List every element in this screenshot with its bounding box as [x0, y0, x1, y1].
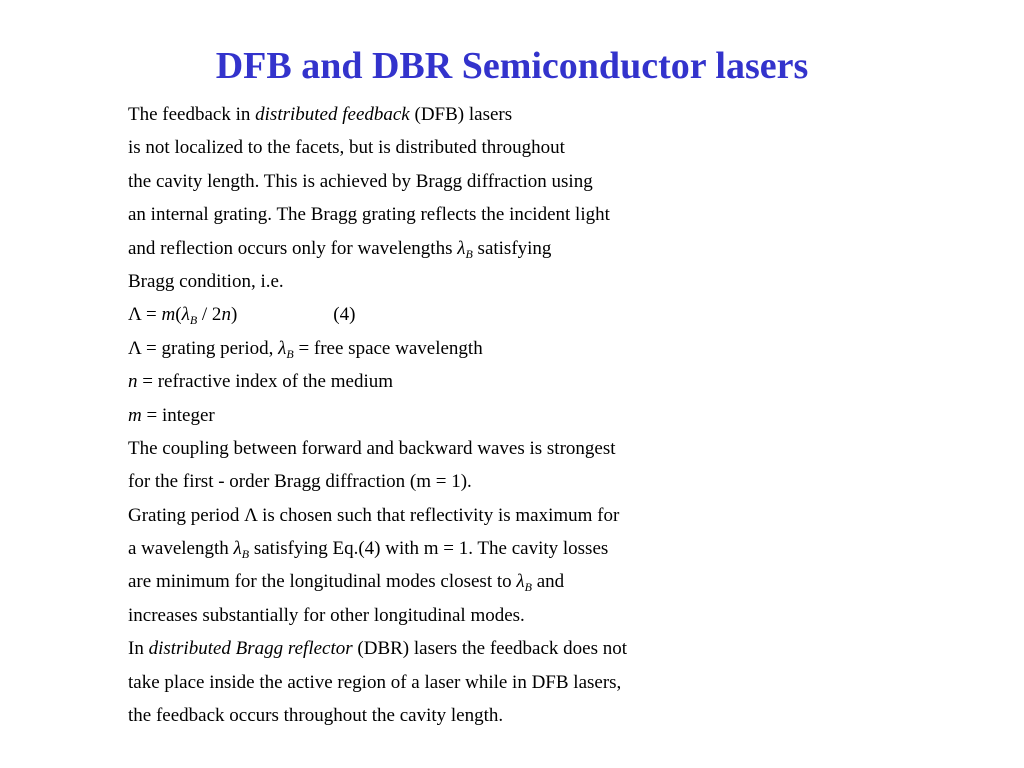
text-line-4: an internal grating. The Bragg grating reflects the incident light	[128, 204, 610, 226]
equation-segment: )	[230, 304, 238, 326]
subscript-b: B	[189, 313, 198, 328]
text-line-16: increases substantially for other longitudinal modes.	[128, 604, 525, 626]
equation-segment: Λ =	[128, 304, 162, 326]
text-segment: satisfying Eq.(4) with m = 1. The cavity losses	[249, 538, 609, 560]
subscript-b: B	[241, 547, 250, 562]
text-line-5	[128, 232, 748, 265]
body-text	[128, 98, 748, 732]
text-line-17	[128, 632, 748, 665]
equation-segment: / 2	[197, 304, 222, 326]
text-line-10	[128, 399, 748, 432]
variable-m: m	[128, 404, 142, 426]
term-distributed-bragg-reflector: distributed Bragg reflector	[148, 638, 353, 660]
text-segment: (DFB) lasers	[409, 104, 513, 125]
text-line-8	[128, 332, 748, 365]
variable-m: m	[161, 304, 176, 326]
text-segment: satisfying	[472, 237, 552, 259]
text-segment: = free space wavelength	[293, 337, 483, 359]
text-line-14	[128, 532, 748, 565]
text-line-3: the cavity length. This is achieved by Bragg diffraction using	[128, 170, 593, 192]
text-segment: (DBR) lasers the feedback does not	[352, 638, 627, 660]
subscript-b: B	[465, 246, 473, 261]
text-segment: a wavelength	[128, 538, 234, 560]
text-segment: In	[128, 638, 149, 660]
text-line-12: for the first - order Bragg diffraction (m = 1).	[128, 471, 472, 493]
text-line-11: The coupling between forward and backward waves is strongest	[128, 437, 616, 459]
text-line-13: Grating period Λ is chosen such that reflectivity is maximum for	[128, 504, 620, 526]
lambda-symbol: λ	[233, 538, 242, 560]
text-line-9	[128, 365, 748, 398]
equation-segment: (	[175, 304, 182, 326]
text-segment: = refractive index of the medium	[137, 371, 394, 393]
text-segment: are minimum for the longitudinal modes closest to	[128, 571, 517, 593]
equation-4	[128, 298, 748, 331]
text-line-1	[128, 98, 748, 131]
text-segment: and	[531, 571, 565, 593]
lambda-symbol: λ	[278, 337, 287, 359]
variable-n: n	[221, 304, 231, 326]
text-line-6: Bragg condition, i.e.	[128, 270, 284, 292]
lambda-symbol: λ	[457, 237, 466, 259]
text-line-2: is not localized to the facets, but is distributed throughout	[128, 137, 565, 159]
text-line-19: the feedback occurs throughout the cavity length.	[128, 705, 504, 727]
equation-number: (4)	[333, 304, 356, 326]
term-distributed-feedback: distributed feedback	[255, 104, 410, 125]
lambda-symbol: λ	[181, 304, 190, 326]
text-line-18: take place inside the active region of a laser while in DFB lasers,	[128, 671, 622, 693]
text-segment: and reflection occurs only for wavelengths	[128, 237, 458, 259]
lambda-symbol: λ	[516, 571, 525, 593]
variable-n: n	[128, 371, 138, 393]
subscript-b: B	[286, 346, 294, 361]
text-segment: = integer	[141, 404, 215, 426]
slide-title: DFB and DBR Semiconductor lasers	[215, 45, 809, 87]
subscript-b: B	[524, 580, 532, 595]
text-line-15	[128, 565, 748, 598]
text-segment: The feedback in	[128, 104, 256, 125]
text-segment: Λ = grating period,	[128, 337, 279, 359]
